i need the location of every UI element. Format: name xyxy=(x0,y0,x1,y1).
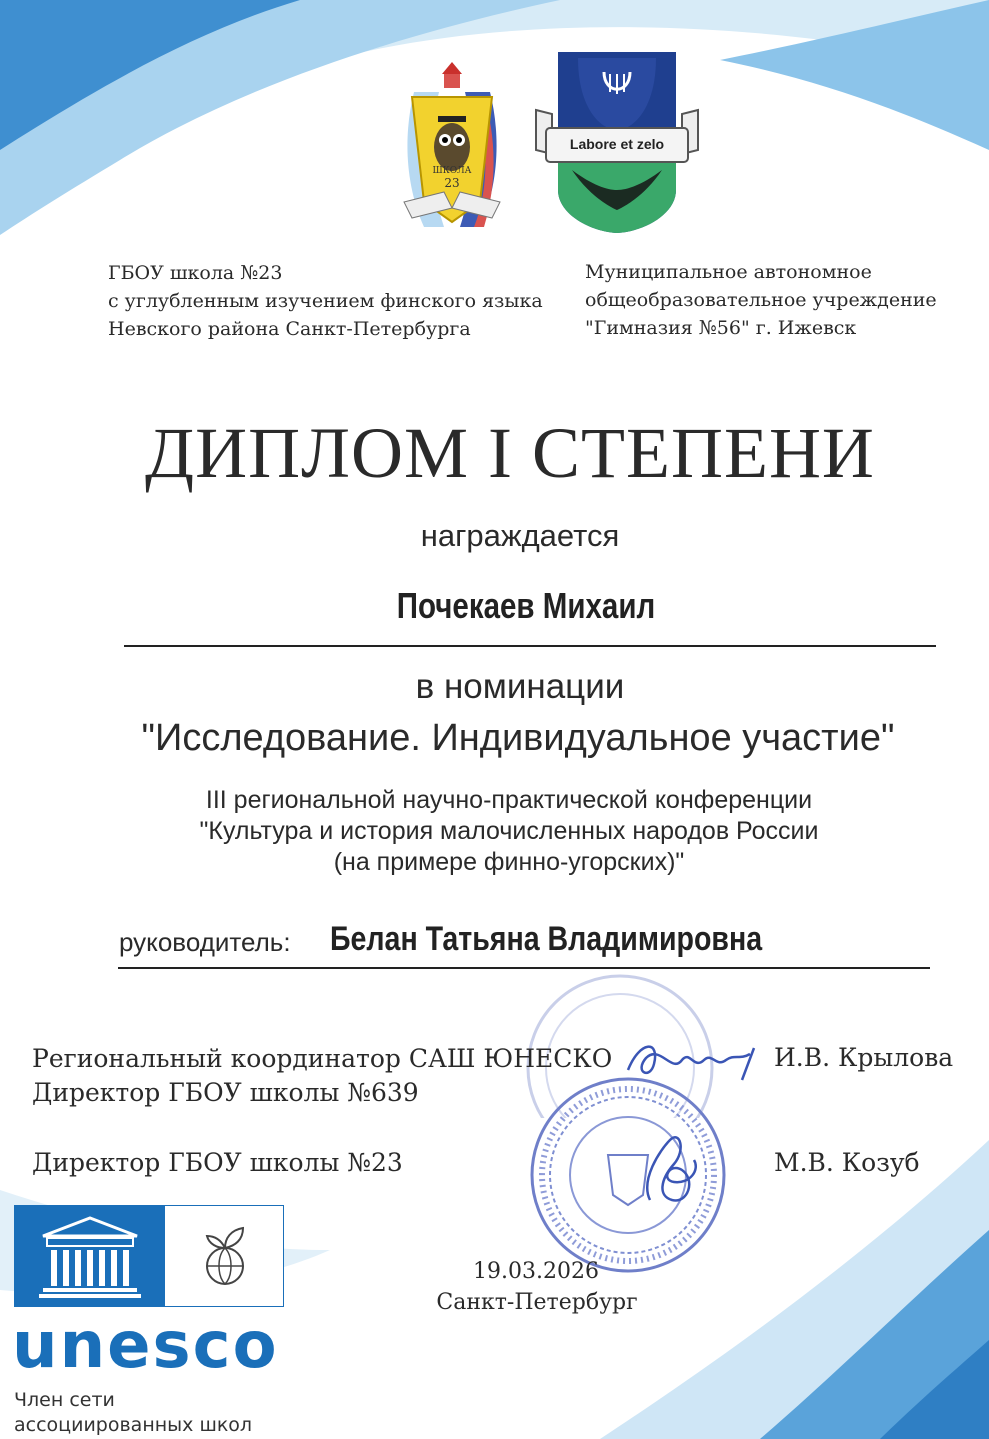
org-right-line: Муниципальное автономное xyxy=(585,261,872,283)
issue-city: Санкт-Петербург xyxy=(436,1290,638,1315)
unesco-member-text xyxy=(14,1388,252,1438)
unesco-wordmark: unesco xyxy=(12,1309,279,1383)
signature-kozub xyxy=(630,1130,710,1210)
recipient-name: Почекаев Михаил xyxy=(396,585,656,626)
unesco-member-line: ассоциированных школ xyxy=(14,1414,253,1436)
unesco-logo xyxy=(14,1205,284,1307)
org-left-line: с углубленным изучением финского языка xyxy=(108,290,543,312)
issue-date: 19.03.2026 xyxy=(473,1259,599,1284)
conference-block xyxy=(0,785,989,878)
org-right xyxy=(585,258,937,342)
globe-sprout-icon xyxy=(191,1222,261,1292)
signatory-role-line: Региональный координатор САШ ЮНЕСКО xyxy=(32,1044,613,1073)
school23-number: 23 xyxy=(444,176,460,190)
supervisor-name: Белан Татьяна Владимировна xyxy=(330,920,763,958)
conference-line: III региональной научно-практической конференции xyxy=(205,786,813,814)
school23-emblem xyxy=(384,52,520,232)
signatory-krylova-name: И.В. Крылова xyxy=(774,1043,954,1072)
signatory-kozub-role: Директор ГБОУ школы №23 xyxy=(32,1148,403,1177)
org-right-line: "Гимназия №56" г. Ижевск xyxy=(585,317,857,339)
diploma-title: ДИПЛОМ I СТЕПЕНИ xyxy=(145,413,875,493)
signatory-kozub-name: М.В. Козуб xyxy=(774,1148,920,1177)
conference-line: "Культура и история малочисленных народов России xyxy=(199,817,819,845)
nomination-title: "Исследование. Индивидуальное участие" xyxy=(141,717,895,759)
org-right-line: общеобразовательное учреждение xyxy=(585,289,937,311)
org-left-line: Невского района Санкт-Петербурга xyxy=(108,318,471,340)
org-left-line: ГБОУ школа №23 xyxy=(108,262,283,284)
supervisor-label: руководитель: xyxy=(119,927,291,957)
signatory-role-line: Директор ГБОУ школы №639 xyxy=(32,1078,419,1107)
awarded-label: награждается xyxy=(420,518,620,553)
conference-line: (на примере финно-угорских)" xyxy=(333,848,685,876)
signature-krylova xyxy=(620,1030,770,1090)
gymnasium56-emblem xyxy=(532,50,702,235)
gymnasium-motto: Labore et zelo xyxy=(569,136,665,152)
recipient-underline xyxy=(124,645,936,647)
org-left xyxy=(108,259,543,343)
unesco-member-line: Член сети xyxy=(14,1389,115,1411)
unesco-temple-panel xyxy=(15,1206,165,1306)
signatory-krylova-role xyxy=(32,1042,612,1110)
unesco-temple-icon xyxy=(15,1206,165,1306)
school23-label: ШКОЛА xyxy=(432,166,472,176)
nomination-intro: в номинации xyxy=(415,667,625,706)
